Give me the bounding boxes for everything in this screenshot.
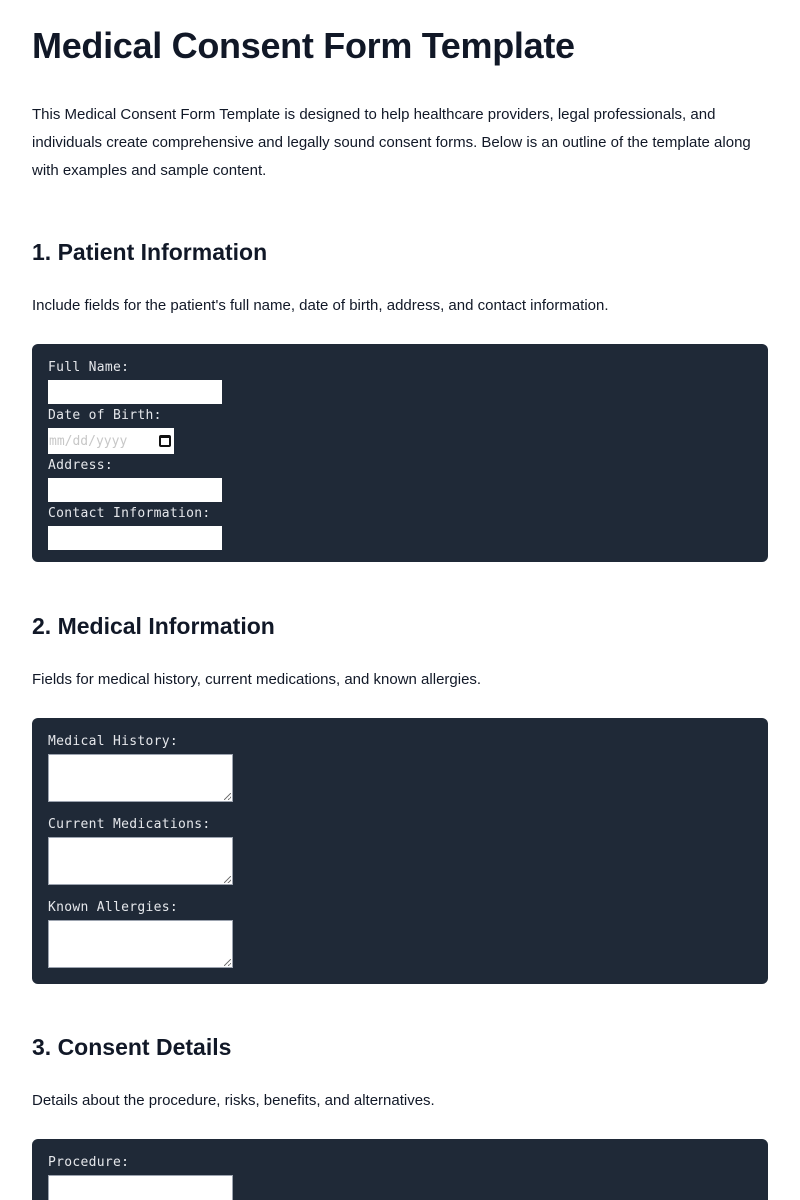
page-title: Medical Consent Form Template bbox=[32, 25, 575, 66]
intro-paragraph: This Medical Consent Form Template is designed to help healthcare providers, legal professionals, and individuals create comprehensive and legally sound consent forms. Below is an outline of the template along with examples and sample content. bbox=[32, 106, 751, 179]
calendar-icon[interactable] bbox=[159, 435, 171, 447]
resize-grip-icon[interactable] bbox=[224, 959, 231, 966]
current-medications-textarea[interactable] bbox=[48, 837, 233, 885]
full-name-input[interactable] bbox=[48, 380, 222, 404]
resize-grip-icon[interactable] bbox=[224, 793, 231, 800]
known-allergies-textarea[interactable] bbox=[48, 920, 233, 968]
patient-information-form bbox=[32, 344, 768, 562]
medical-information-form bbox=[32, 718, 768, 984]
section-heading-consent-details: 3. Consent Details bbox=[32, 1034, 232, 1060]
procedure-textarea[interactable] bbox=[48, 1175, 233, 1200]
contact-information-input[interactable] bbox=[48, 526, 222, 550]
address-label: Address: bbox=[48, 458, 114, 473]
medical-history-textarea[interactable] bbox=[48, 754, 233, 802]
known-allergies-label: Known Allergies: bbox=[48, 900, 179, 915]
current-medications-label: Current Medications: bbox=[48, 817, 211, 832]
resize-grip-icon[interactable] bbox=[224, 876, 231, 883]
section-description-consent-details: Details about the procedure, risks, benefits, and alternatives. bbox=[32, 1092, 435, 1109]
consent-details-form bbox=[32, 1139, 768, 1200]
section-description-medical-information: Fields for medical history, current medications, and known allergies. bbox=[32, 671, 482, 688]
dob-label: Date of Birth: bbox=[48, 408, 162, 423]
dob-input[interactable] bbox=[48, 428, 174, 454]
contact-information-label: Contact Information: bbox=[48, 506, 211, 521]
section-description-patient-information: Include fields for the patient's full name, date of birth, address, and contact information. bbox=[32, 297, 609, 314]
section-heading-patient-information: 1. Patient Information bbox=[32, 239, 268, 265]
address-input[interactable] bbox=[48, 478, 222, 502]
dob-placeholder: mm/dd/yyyy bbox=[49, 433, 128, 449]
medical-history-label: Medical History: bbox=[48, 734, 179, 749]
section-heading-medical-information: 2. Medical Information bbox=[32, 613, 275, 639]
full-name-label: Full Name: bbox=[48, 360, 130, 375]
procedure-label: Procedure: bbox=[48, 1155, 130, 1170]
